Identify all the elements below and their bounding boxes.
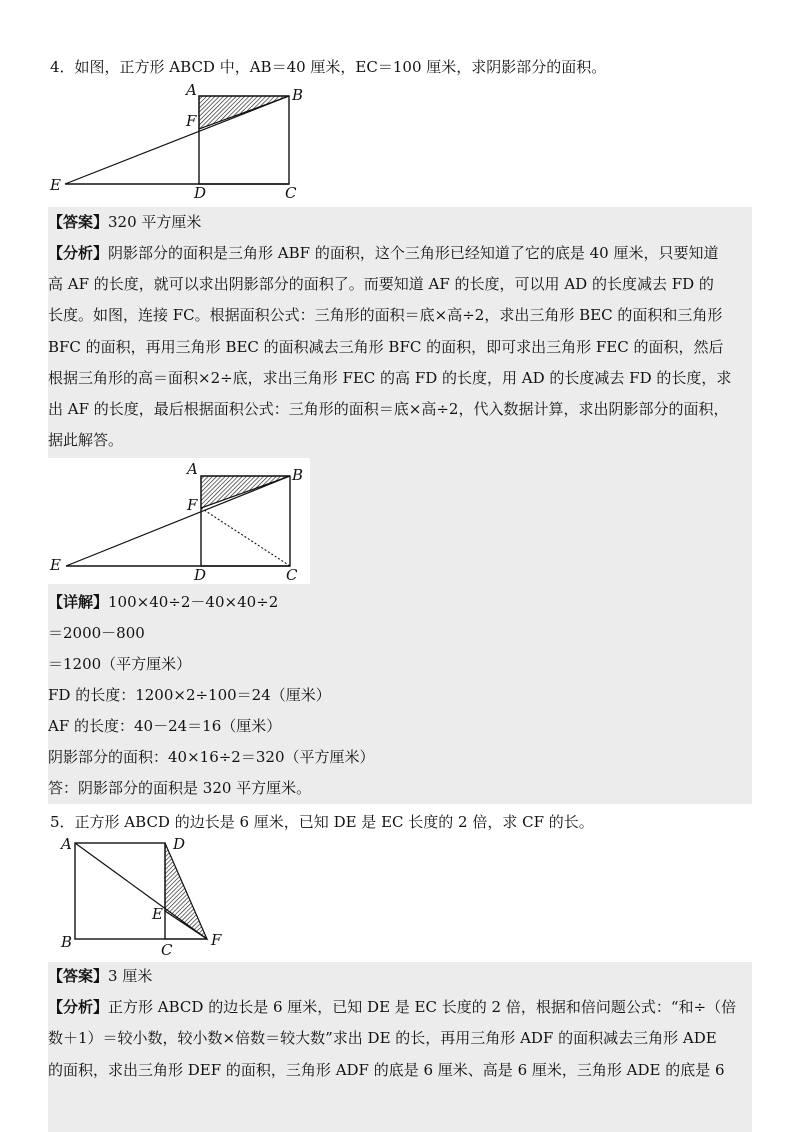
q4-detail-line-3: ＝1200（平方厘米）: [48, 655, 192, 673]
q4-detail-line-1: 【详解】100×40÷2－40×40÷2: [48, 593, 279, 611]
svg-text:A: A: [187, 460, 198, 478]
label-b: B: [292, 86, 304, 104]
answer-text: 320 平方厘米: [108, 213, 202, 231]
label-f: F: [186, 112, 197, 130]
q4-detail-line-5: AF 的长度：40－24＝16（厘米）: [48, 717, 282, 735]
detail-tag: 【详解】: [48, 593, 109, 611]
label-c: C: [285, 184, 297, 200]
q4-detail-line-2: ＝2000－800: [48, 624, 145, 642]
q4-answer-line: [48, 212, 201, 232]
q4-analysis-line-6: 出 AF 的长度，最后根据面积公式：三角形的面积＝底×高÷2，代入数据计算，求出阴影部分的面积，: [48, 400, 729, 418]
svg-text:D: D: [194, 566, 207, 584]
q4-analysis-line-1: 【分析】阴影部分的面积是三角形 ABF 的面积，这个三角形已经知道了它的底是 40 厘米，只要知道: [48, 244, 719, 262]
svg-text:F: F: [211, 931, 222, 949]
q4-detail-line-7: 答：阴影部分的面积是 320 平方厘米。: [48, 779, 312, 797]
label-d: D: [194, 184, 207, 200]
question-4-title: 4．如图，正方形 ABCD 中，AB＝40 厘米，EC＝100 厘米，求阴影部分的面积。: [50, 58, 607, 76]
svg-text:A: A: [61, 835, 72, 853]
q5-analysis-line-2: 数＋1）＝较小数，较小数×倍数＝较大数”求出 DE 的长，再用三角形 ADF 的面积减去三角形 ADE: [48, 1029, 717, 1047]
q5-analysis-line-1: 【分析】正方形 ABCD 的边长是 6 厘米，已知 DE 是 EC 长度的 2 倍，根据和倍问题公式：“和÷（倍: [48, 998, 737, 1016]
q5-analysis-line-3: 的面积，求出三角形 DEF 的面积，三角形 ADF 的底是 6 厘米、高是 6 厘米，三角形 ADE 的底是 6: [48, 1061, 725, 1079]
square-abcd-q5: [75, 843, 165, 939]
shaded-triangle-def: [165, 843, 207, 939]
svg-text:C: C: [286, 566, 298, 584]
q4-analysis-line-2: 高 AF 的长度，就可以求出阴影部分的面积了。而要知道 AF 的长度，可以用 AD 的长度减去 FD 的: [48, 275, 714, 293]
label-a: A: [186, 81, 197, 99]
svg-text:D: D: [173, 835, 186, 853]
svg-text:E: E: [152, 905, 163, 923]
svg-text:B: B: [61, 933, 73, 951]
q5-answer-text: 3 厘米: [108, 967, 153, 985]
answer-tag: 【答案】: [48, 213, 109, 231]
label-e: E: [50, 176, 61, 194]
svg-text:E: E: [50, 556, 61, 574]
q4-analysis-line-5: 根据三角形的高＝面积×2÷底，求出三角形 FEC 的高 FD 的长度，用 AD 的长度减去 FD 的长度，求: [48, 369, 732, 387]
analysis-tag: 【分析】: [48, 244, 109, 262]
q4-analysis-line-3: 长度。如图，连接 FC。根据面积公式：三角形的面积＝底×高÷2，求出三角形 BEC 的面积和三角形: [48, 306, 723, 324]
q4-analysis-line-4: BFC 的面积，再用三角形 BEC 的面积减去三角形 BFC 的面积，即可求出三角形 FEC 的面积，然后: [48, 338, 724, 356]
figure-q4: [40, 80, 320, 200]
line-af: [75, 843, 207, 939]
q4-analysis-line-7: 据此解答。: [48, 431, 124, 449]
q5-answer-line: 【答案】3 厘米: [48, 967, 153, 985]
svg-text:B: B: [292, 466, 304, 484]
svg-text:F: F: [187, 496, 198, 514]
svg-text:C: C: [161, 941, 173, 957]
q4-detail-line-4: FD 的长度：1200×2÷100＝24（厘米）: [48, 686, 331, 704]
line-eb: [65, 96, 289, 184]
question-5-title: 5．正方形 ABCD 的边长是 6 厘米，已知 DE 是 EC 长度的 2 倍，求 CF 的长。: [50, 813, 594, 831]
figure-q5: [55, 835, 235, 957]
figure-q4-analysis: [48, 458, 310, 584]
q4-detail-line-6: 阴影部分的面积：40×16÷2＝320（平方厘米）: [48, 748, 375, 766]
